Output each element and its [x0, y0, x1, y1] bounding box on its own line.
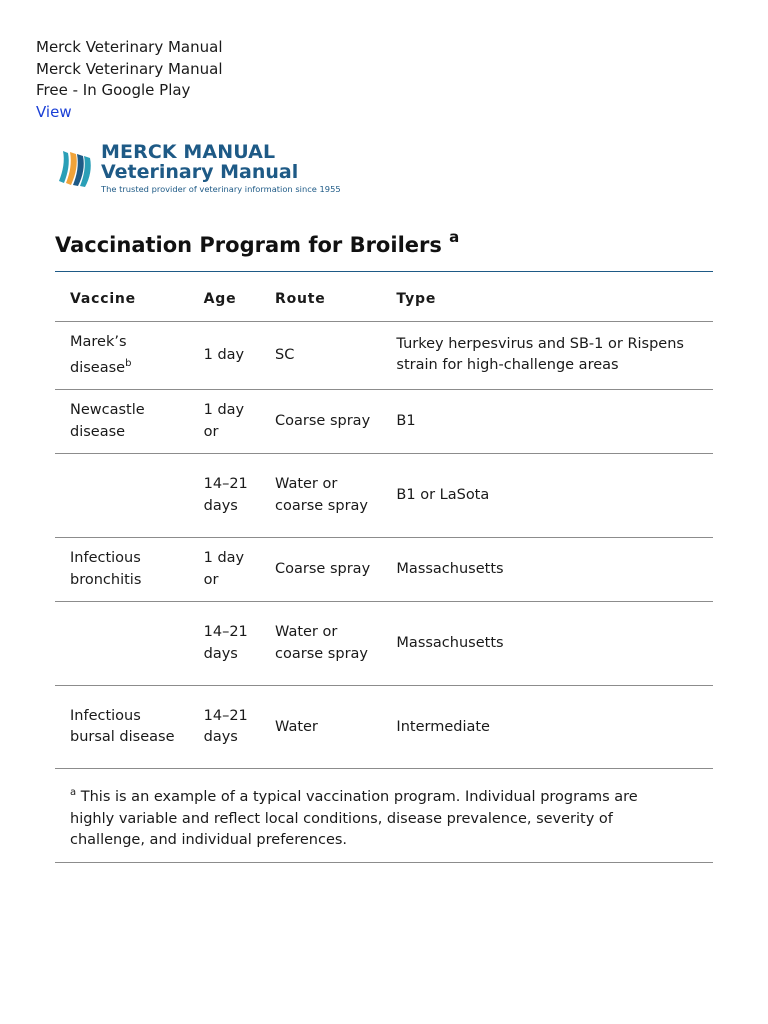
table-footnote-row — [55, 769, 713, 862]
cell-age: 1 day or — [203, 402, 245, 440]
vaccine-footnote-marker[interactable]: b — [125, 358, 132, 369]
cell-route: Water or coarse spray — [275, 476, 368, 514]
footnote-text: This is an example of a typical vaccination program. Individual programs are highly variable and reflect local conditions, disease prevalence, severity of challenge, and individual preferences. — [70, 789, 638, 849]
logo-tagline: The trusted provider of veterinary information since 1955 — [101, 184, 341, 194]
header-age: Age — [203, 291, 237, 307]
cell-vaccine: Infectious bursal disease — [70, 707, 175, 746]
logo-book-icon — [55, 145, 95, 187]
cell-type: Massachusetts — [396, 561, 504, 578]
header-route: Route — [275, 291, 326, 307]
table-row — [55, 602, 713, 686]
cell-route: Coarse spray — [275, 561, 371, 578]
cell-age: 1 day — [203, 346, 245, 363]
cell-type: B1 — [396, 413, 416, 430]
cell-route: Water or coarse spray — [275, 624, 368, 662]
table-header-row — [55, 279, 713, 321]
footnote-marker: a — [70, 787, 77, 799]
promo-price: Free - In Google Play — [36, 81, 191, 99]
cell-age: 1 day or — [203, 550, 245, 588]
cell-vaccine: Infectious bronchitis — [70, 550, 142, 588]
page-title-text: Vaccination Program for Broilers — [55, 233, 442, 257]
cell-route: SC — [275, 346, 295, 363]
cell-age: 14–21 days — [203, 624, 248, 662]
cell-type: Intermediate — [396, 718, 490, 735]
page-title — [55, 230, 459, 257]
header-vaccine: Vaccine — [70, 291, 136, 307]
vaccine-name: Marek’s disease — [70, 333, 127, 376]
cell-type: Massachusetts — [396, 635, 504, 652]
title-divider — [55, 271, 713, 272]
cell-age: 14–21 days — [203, 476, 248, 514]
cell-vaccine: Newcastle disease — [70, 402, 145, 440]
table-row — [55, 454, 713, 538]
header-type: Type — [396, 291, 437, 307]
title-footnote-marker[interactable]: a — [449, 228, 460, 246]
cell-route: Coarse spray — [275, 413, 371, 430]
cell-vaccine — [55, 454, 189, 538]
merck-manual-logo[interactable] — [55, 141, 355, 197]
cell-route: Water — [275, 718, 318, 735]
cell-age: 14–21 days — [203, 707, 248, 746]
cell-type: B1 or LaSota — [396, 487, 490, 504]
app-promo-banner — [36, 37, 223, 123]
cell-vaccine — [55, 321, 189, 390]
vaccination-table — [55, 279, 713, 863]
promo-app-name: Merck Veterinary Manual — [36, 38, 223, 56]
promo-publisher: Merck Veterinary Manual — [36, 59, 223, 78]
table-row — [55, 538, 713, 602]
logo-subtitle: Veterinary Manual — [101, 161, 299, 183]
cell-vaccine — [55, 602, 189, 686]
logo-title: MERCK MANUAL — [101, 141, 276, 163]
cell-type: Turkey herpesvirus and SB-1 or Rispens strain for high-challenge areas — [396, 335, 684, 374]
table-row — [55, 390, 713, 454]
table-footnote — [55, 769, 713, 862]
table-row — [55, 321, 713, 390]
table-row — [55, 686, 713, 769]
view-link[interactable]: View — [36, 102, 72, 121]
